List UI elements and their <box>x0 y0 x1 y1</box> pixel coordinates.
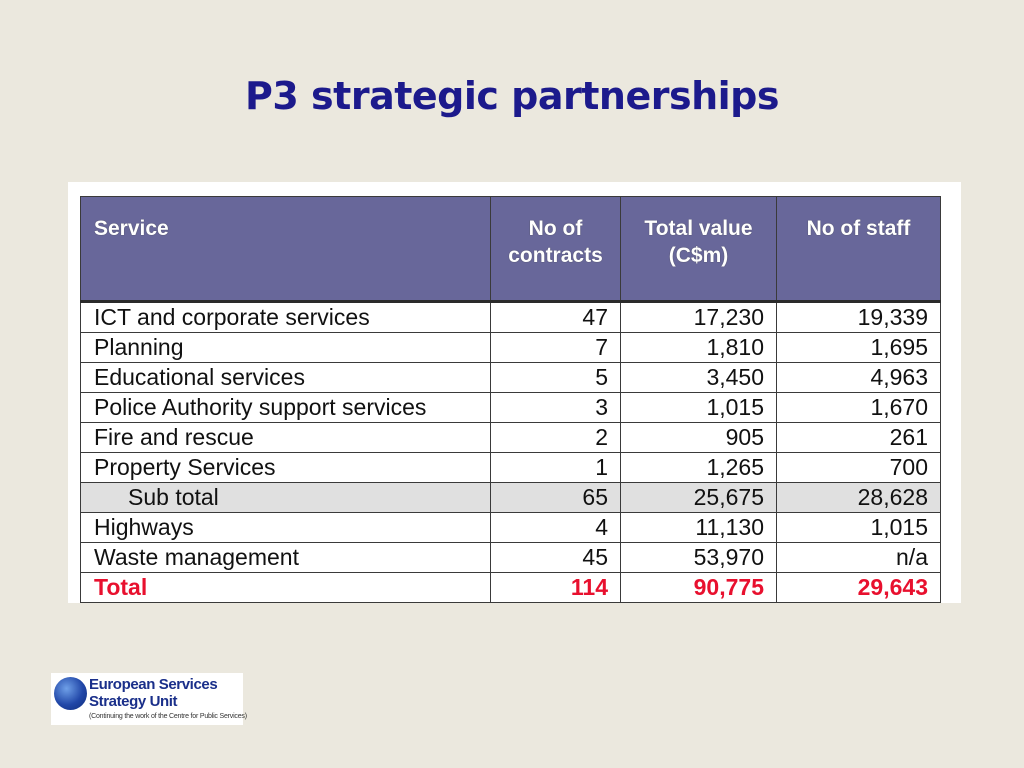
cell-contracts: 3 <box>491 393 621 423</box>
cell-contracts: 1 <box>491 453 621 483</box>
slide-title: P3 strategic partnerships <box>245 74 779 118</box>
header-value-line1: Total value <box>644 217 753 240</box>
cell-contracts: 7 <box>491 333 621 363</box>
cell-value: 25,675 <box>621 483 777 513</box>
header-value <box>621 197 777 302</box>
cell-service: Sub total <box>81 483 491 513</box>
cell-staff: 1,695 <box>777 333 941 363</box>
cell-service: Police Authority support services <box>81 393 491 423</box>
cell-staff: 1,670 <box>777 393 941 423</box>
table-row <box>81 513 941 543</box>
header-service <box>81 197 491 302</box>
cell-service: Planning <box>81 333 491 363</box>
cell-service: Highways <box>81 513 491 543</box>
header-contracts <box>491 197 621 302</box>
cell-value: 3,450 <box>621 363 777 393</box>
cell-contracts: 65 <box>491 483 621 513</box>
cell-value: 1,810 <box>621 333 777 363</box>
table-row <box>81 453 941 483</box>
cell-staff: 4,963 <box>777 363 941 393</box>
cell-value: 1,265 <box>621 453 777 483</box>
cell-staff: n/a <box>777 543 941 573</box>
cell-service: ICT and corporate services <box>81 302 491 333</box>
total-row <box>81 573 941 603</box>
cell-contracts: 47 <box>491 302 621 333</box>
header-value-line2: (C$m) <box>668 244 729 267</box>
esu-logo <box>51 673 247 725</box>
cell-service: Waste management <box>81 543 491 573</box>
cell-staff: 700 <box>777 453 941 483</box>
cell-value: 90,775 <box>621 573 777 603</box>
header-contracts-line2: contracts <box>508 244 603 267</box>
subtotal-row <box>81 483 941 513</box>
cell-staff: 19,339 <box>777 302 941 333</box>
header-contracts-line1: No of <box>528 217 583 240</box>
header-row <box>81 197 941 302</box>
cell-service: Fire and rescue <box>81 423 491 453</box>
logo-tagline: (Continuing the work of the Centre for Public Services) <box>89 713 247 720</box>
logo-line2: Strategy Unit <box>89 693 178 710</box>
cell-contracts: 45 <box>491 543 621 573</box>
table-row <box>81 423 941 453</box>
partnerships-table <box>80 196 941 603</box>
cell-contracts: 4 <box>491 513 621 543</box>
cell-contracts: 5 <box>491 363 621 393</box>
header-staff-label: No of staff <box>806 217 911 240</box>
table-frame <box>68 182 961 603</box>
cell-staff: 29,643 <box>777 573 941 603</box>
table-row <box>81 393 941 423</box>
cell-value: 1,015 <box>621 393 777 423</box>
cell-service: Educational services <box>81 363 491 393</box>
table-row <box>81 333 941 363</box>
logo-line1: European Services <box>89 676 218 693</box>
table-row <box>81 302 941 333</box>
cell-service: Total <box>81 573 491 603</box>
cell-staff: 261 <box>777 423 941 453</box>
cell-service: Property Services <box>81 453 491 483</box>
cell-staff: 28,628 <box>777 483 941 513</box>
header-service-label: Service <box>94 217 169 240</box>
cell-value: 17,230 <box>621 302 777 333</box>
table-row <box>81 543 941 573</box>
cell-value: 11,130 <box>621 513 777 543</box>
cell-staff: 1,015 <box>777 513 941 543</box>
table-row <box>81 363 941 393</box>
header-staff <box>777 197 941 302</box>
cell-contracts: 2 <box>491 423 621 453</box>
cell-value: 905 <box>621 423 777 453</box>
cell-contracts: 114 <box>491 573 621 603</box>
globe-icon <box>54 677 87 710</box>
cell-value: 53,970 <box>621 543 777 573</box>
